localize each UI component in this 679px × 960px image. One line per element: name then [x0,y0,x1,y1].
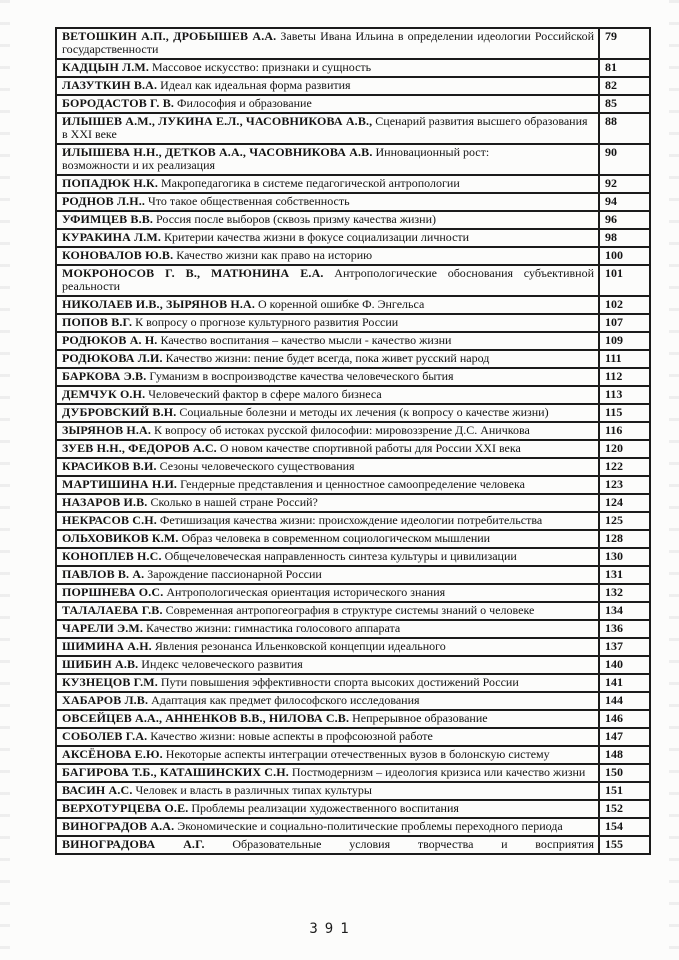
toc-entry-authors: ИЛЫШЕВ А.М., ЛУКИНА Е.Л., ЧАСОВНИКОВА А.В., [62,114,373,128]
toc-entry-page-number: 137 [599,638,650,656]
toc-entry [56,818,599,836]
toc-entry-page-number: 124 [599,494,650,512]
toc-row [56,494,650,512]
toc-row [56,764,650,782]
toc-entry-page-number: 141 [599,674,650,692]
toc-entry-page-number: 115 [599,404,650,422]
toc-entry-page-number: 151 [599,782,650,800]
toc-row [56,211,650,229]
scan-artifact-right [669,0,679,960]
toc-entry [56,782,599,800]
toc-entry-page-number: 144 [599,692,650,710]
toc-entry-title: Образ человека в современном социологическом мышлении [178,531,491,545]
toc-entry-authors: ОВСЕЙЦЕВ А.А., АННЕНКОВ В.В., НИЛОВА С.В. [62,711,350,725]
toc-entry-authors: РОДЮКОВ А. Н. [62,333,158,347]
toc-row [56,113,650,144]
toc-entry [56,386,599,404]
toc-entry-title: Массовое искусство: признаки и сущность [149,60,372,74]
toc-entry-page-number: 81 [599,59,650,77]
toc-entry-authors: СОБОЛЕВ Г.А. [62,729,148,743]
toc-entry-page-number: 94 [599,193,650,211]
toc-entry-title: Критерии качества жизни в фокусе социализации личности [160,230,470,244]
toc-entry-page-number: 96 [599,211,650,229]
toc-entry-title: Некоторые аспекты интеграции отечественных вузов в болонскую систему [162,747,550,761]
toc-row [56,746,650,764]
toc-entry-title: Философия и образование [174,96,312,110]
toc-entry [56,458,599,476]
toc-row [56,638,650,656]
toc-entry-authors: УФИМЦЕВ В.В. [62,212,154,226]
toc-entry-title: О коренной ошибке Ф. Энгельса [255,297,425,311]
toc-row [56,530,650,548]
toc-row [56,247,650,265]
toc-entry [56,77,599,95]
toc-entry-page-number: 146 [599,710,650,728]
toc-entry-title: Антропологические обоснования субъективной реальности [62,266,595,293]
toc-entry [56,368,599,386]
toc-entry [56,422,599,440]
toc-entry-authors: КРАСИКОВ В.И. [62,459,157,473]
toc-entry-authors: ИЛЫШЕВА Н.Н., ДЕТКОВ А.А., ЧАСОВНИКОВА А.В. [62,145,373,159]
toc-row [56,440,650,458]
toc-entry [56,566,599,584]
toc-entry-page-number: 120 [599,440,650,458]
toc-entry-page-number: 136 [599,620,650,638]
toc-entry [56,764,599,782]
toc-entry-authors: ВЕРХОТУРЦЕВА О.Е. [62,801,189,815]
toc-entry-authors: ШИМИНА А.Н. [62,639,152,653]
toc-row [56,674,650,692]
toc-entry [56,476,599,494]
toc-entry-title: Качество жизни: пение будет всегда, пока живет русский народ [162,351,490,365]
toc-entry-title: Непрерывное образование [349,711,488,725]
toc-entry-authors: АКСЁНОВА Е.Ю. [62,747,163,761]
toc-entry [56,28,599,59]
toc-row [56,229,650,247]
table-of-contents [55,27,651,855]
toc-row [56,296,650,314]
toc-row [56,728,650,746]
toc-entry [56,113,599,144]
toc-entry [56,620,599,638]
toc-entry-authors: ВАСИН А.С. [62,783,133,797]
toc-entry [56,530,599,548]
toc-entry-title: Индекс человеческого развития [138,657,303,671]
toc-row [56,800,650,818]
toc-entry [56,175,599,193]
toc-entry-page-number: 116 [599,422,650,440]
toc-entry [56,95,599,113]
toc-entry [56,247,599,265]
toc-entry [56,59,599,77]
toc-entry-authors: КОНОВАЛОВ Ю.В. [62,248,174,262]
toc-entry [56,314,599,332]
toc-entry-authors: ЛАЗУТКИН В.А. [62,78,158,92]
toc-entry-page-number: 88 [599,113,650,144]
toc-row [56,193,650,211]
toc-entry [56,692,599,710]
toc-entry-title: Общечеловеческая направленность синтеза культуры и цивилизации [161,549,517,563]
toc-entry [56,350,599,368]
toc-row [56,95,650,113]
toc-row [56,476,650,494]
toc-entry-authors: ТАЛАЛАЕВА Г.В. [62,603,163,617]
toc-entry-authors: ЧАРЕЛИ Э.М. [62,621,144,635]
toc-entry-authors: КУРАКИНА Л.М. [62,230,161,244]
toc-entry-authors: ХАБАРОВ Л.В. [62,693,149,707]
toc-entry-page-number: 125 [599,512,650,530]
toc-row [56,782,650,800]
toc-entry-page-number: 150 [599,764,650,782]
toc-entry-title: Адаптация как предмет философского исследования [148,693,420,707]
toc-entry-authors: МАРТИШИНА Н.И. [62,477,178,491]
toc-entry-authors: ДУБРОВСКИЙ В.Н. [62,405,177,419]
toc-row [56,512,650,530]
toc-row [56,656,650,674]
toc-entry [56,602,599,620]
toc-entry-title: О новом качестве спортивной работы для России XXI века [216,441,521,455]
toc-entry [56,265,599,296]
toc-entry-page-number: 148 [599,746,650,764]
toc-entry-authors: РОДЮКОВА Л.И. [62,351,163,365]
toc-row [56,386,650,404]
toc-entry-authors: ЗЫРЯНОВ Н.А. [62,423,151,437]
toc-entry-authors: БОРОДАСТОВ Г. В. [62,96,175,110]
toc-entry-title: Инновационный рост: возможности и их реализация [62,145,490,172]
toc-entry-title: Качество жизни: новые аспекты в профсоюзной работе [147,729,433,743]
toc-entry-authors: ДЕМЧУК О.Н. [62,387,146,401]
toc-entry-title: Человек и власть в различных типах культуры [132,783,372,797]
toc-entry-page-number: 98 [599,229,650,247]
toc-entry-page-number: 100 [599,247,650,265]
toc-entry [56,656,599,674]
toc-entry-title: Пути повышения эффективности спорта высоких достижений России [157,675,519,689]
toc-entry-title: Современная антропогеография в структуре системы знаний о человеке [162,603,535,617]
toc-entry-title: Заветы Ивана Ильина в определении идеологии Российской государственности [62,29,594,56]
toc-row [56,175,650,193]
toc-entry-authors: ВИНОГРАДОВ А.А. [62,819,175,833]
toc-entry-title: Экономические и социально-политические проблемы переходного периода [174,819,563,833]
toc-row [56,548,650,566]
toc-entry-page-number: 147 [599,728,650,746]
toc-entry-title: Что такое общественная собственность [145,194,350,208]
toc-entry-authors: НИКОЛАЕВ И.В., ЗЫРЯНОВ Н.А. [62,297,255,311]
toc-entry-page-number: 130 [599,548,650,566]
toc-row [56,692,650,710]
toc-entry-authors: ПАВЛОВ В. А. [62,567,145,581]
toc-entry-title: Качество жизни как право на историю [173,248,373,262]
toc-entry-authors: КОНОПЛЕВ Н.С. [62,549,162,563]
toc-row [56,332,650,350]
toc-entry-authors: РОДНОВ Л.Н.. [62,194,145,208]
toc-entry-page-number: 85 [599,95,650,113]
toc-entry-page-number: 113 [599,386,650,404]
toc-entry [56,404,599,422]
toc-entry-title: Качество воспитания – качество мысли - качество жизни [157,333,452,347]
toc-entry-authors: МОКРОНОСОВ Г. В., МАТЮНИНА Е.А. [62,266,324,280]
toc-entry-authors: ВЕТОШКИН А.П., ДРОБЫШЕВ А.А. [62,29,277,43]
toc-entry-title: Явления резонанса Ильенковской концепции идеального [151,639,446,653]
toc-entry-page-number: 102 [599,296,650,314]
toc-entry-authors: НАЗАРОВ И.В. [62,495,148,509]
toc-entry-authors: ОЛЬХОВИКОВ К.М. [62,531,179,545]
toc-row [56,566,650,584]
toc-row [56,28,650,59]
toc-row [56,314,650,332]
toc-entry-page-number: 111 [599,350,650,368]
toc-entry [56,193,599,211]
toc-entry-page-number: 154 [599,818,650,836]
toc-entry-title: Гендерные представления и ценностное самоопределение человека [177,477,525,491]
toc-entry-page-number: 109 [599,332,650,350]
toc-entry-page-number: 123 [599,476,650,494]
toc-entry-title: Проблемы реализации художественного воспитания [188,801,459,815]
toc-entry-title: Сезоны человеческого существования [156,459,355,473]
toc-entry-authors: БАГИРОВА Т.Б., КАТАШИНСКИХ С.Н. [62,765,289,779]
toc-entry-page-number: 128 [599,530,650,548]
toc-entry-page-number: 101 [599,265,650,296]
toc-entry-title: Качество жизни: гимнастика голосового аппарата [143,621,401,635]
toc-entry-page-number: 155 [599,836,650,854]
toc-entry-authors: НЕКРАСОВ С.Н. [62,513,157,527]
toc-row [56,77,650,95]
toc-entry-title: Антропологическая ориентация исторического знания [163,585,446,599]
toc-row [56,350,650,368]
toc-entry-page-number: 112 [599,368,650,386]
toc-entry [56,512,599,530]
toc-entry-page-number: 90 [599,144,650,175]
toc-entry-title: Сценарий развития высшего образования в XXI веке [62,114,588,141]
toc-entry-page-number: 92 [599,175,650,193]
toc-row [56,404,650,422]
page-number-footer: 391 [309,921,356,937]
toc-row [56,458,650,476]
toc-row [56,422,650,440]
toc-entry-title: Сколько в нашей стране Россий? [147,495,318,509]
toc-row [56,710,650,728]
toc-entry-title: Фетишизация качества жизни: происхождение идеологии потребительства [156,513,543,527]
toc-entry [56,728,599,746]
toc-entry [56,584,599,602]
toc-entry-page-number: 140 [599,656,650,674]
toc-entry-authors: БАРКОВА Э.В. [62,369,147,383]
toc-entry-page-number: 107 [599,314,650,332]
toc-body [56,28,650,854]
toc-entry-title: К вопросу об истоках русской философии: мировоззрение Д.С. Аничкова [151,423,530,437]
toc-row [56,368,650,386]
toc-entry-title: Постмодернизм – идеология кризиса или качество жизни [288,765,586,779]
toc-row [56,59,650,77]
toc-row [56,144,650,175]
toc-entry-title: Макропедагогика в системе педагогической антропологии [157,176,460,190]
toc-entry-title: Идеал как идеальная форма развития [157,78,351,92]
toc-entry [56,638,599,656]
toc-entry-page-number: 131 [599,566,650,584]
toc-entry [56,746,599,764]
toc-entry [56,548,599,566]
toc-entry-authors: КУЗНЕЦОВ Г.М. [62,675,158,689]
toc-entry-page-number: 122 [599,458,650,476]
toc-entry-title: Зарождение пассионарной России [144,567,322,581]
toc-entry [56,211,599,229]
toc-row [56,265,650,296]
scan-artifact-left [0,0,10,960]
toc-entry [56,710,599,728]
toc-row [56,818,650,836]
toc-entry [56,229,599,247]
toc-entry [56,836,599,854]
toc-entry-authors: ШИБИН А.В. [62,657,139,671]
toc-entry-page-number: 132 [599,584,650,602]
toc-entry [56,674,599,692]
toc-entry [56,800,599,818]
toc-entry [56,144,599,175]
toc-entry-authors: ПОПАДЮК Н.К. [62,176,158,190]
toc-row [56,602,650,620]
toc-entry-title: Образовательные условия творчества и восприятия [204,837,594,851]
toc-entry-title: Социальные болезни и методы их лечения (к вопросу о качестве жизни) [176,405,549,419]
toc-entry-page-number: 82 [599,77,650,95]
toc-row [56,620,650,638]
toc-entry [56,296,599,314]
toc-entry-authors: ЗУЕВ Н.Н., ФЕДОРОВ А.С. [62,441,217,455]
toc-entry-title: Человеческий фактор в сфере малого бизнеса [145,387,382,401]
toc-entry-title: К вопросу о прогнозе культурного развития России [132,315,399,329]
toc-row [56,836,650,854]
toc-entry-title: Гуманизм в воспроизводстве качества человеческого бытия [146,369,454,383]
toc-row [56,584,650,602]
toc-entry [56,440,599,458]
toc-entry [56,332,599,350]
toc-entry-authors: ПОПОВ В.Г. [62,315,133,329]
toc-entry-authors: ПОРШНЕВА О.С. [62,585,164,599]
toc-entry-authors: КАДЦЫН Л.М. [62,60,149,74]
toc-entry-page-number: 152 [599,800,650,818]
toc-entry [56,494,599,512]
toc-entry-authors: ВИНОГРАДОВА А.Г. [62,837,205,851]
toc-entry-page-number: 79 [599,28,650,59]
toc-entry-page-number: 134 [599,602,650,620]
toc-entry-title: Россия после выборов (сквозь призму качества жизни) [153,212,436,226]
